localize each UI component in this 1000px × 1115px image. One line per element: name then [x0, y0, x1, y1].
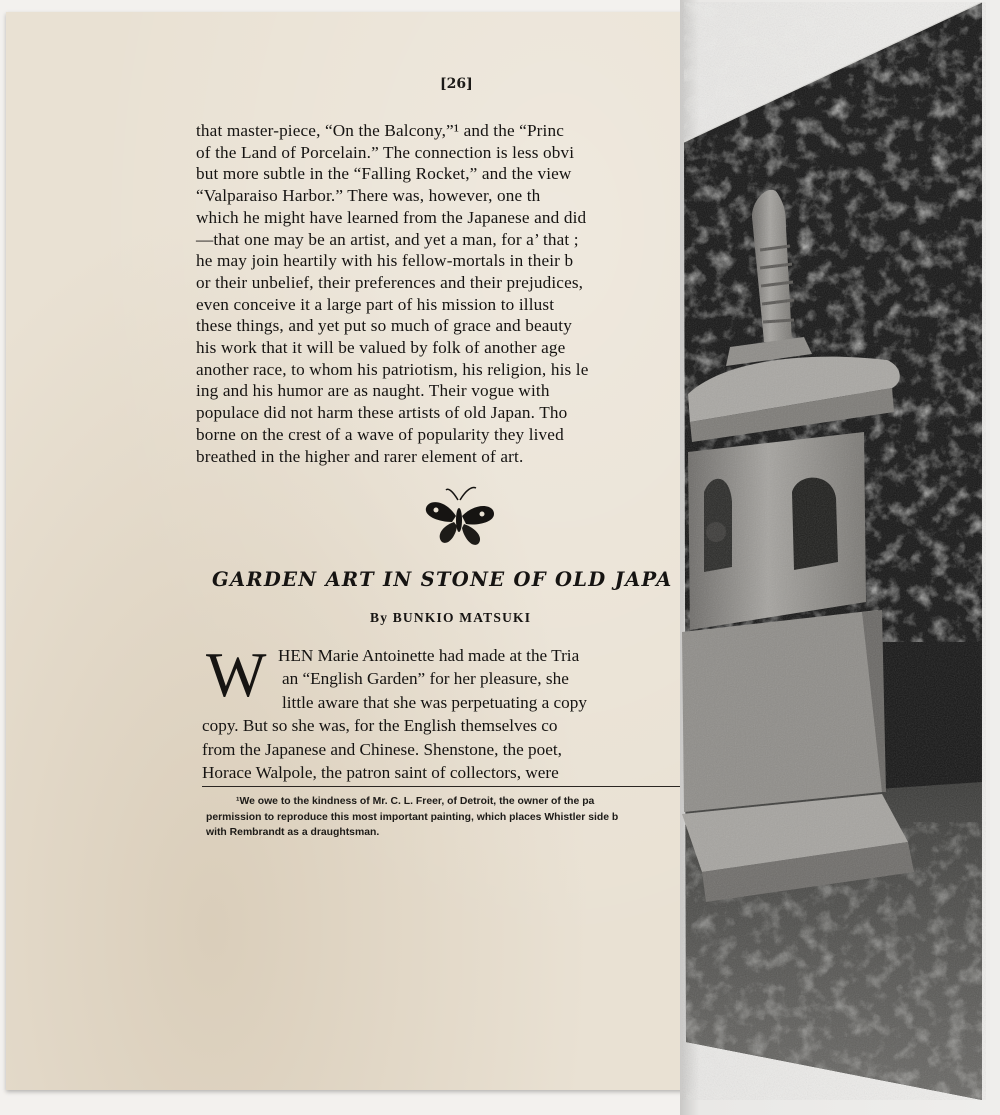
text-line: that master-piece, “On the Balcony,”¹ and the “Princ: [196, 121, 564, 140]
text-line: “Valparaiso Harbor.” There was, however, one th: [196, 186, 541, 206]
text-line: an “English Garden” for her pleasure, she: [282, 669, 569, 689]
article-byline: By BUNKIO MATSUKI: [370, 610, 532, 625]
article-body: [202, 639, 702, 784]
text-line: little aware that she was perpetuating a copy: [282, 692, 587, 712]
footnote: [206, 794, 686, 841]
drop-cap: W: [206, 639, 267, 710]
text-line: but more subtle in the “Falling Rocket,” and the view: [196, 164, 572, 184]
text-line: borne on the crest of a wave of popularity they lived: [196, 424, 564, 444]
text-line: HEN Marie Antoinette had made at the Tria: [278, 646, 580, 665]
text-line: which he might have learned from the Japanese and did: [196, 207, 587, 227]
text-line: copy. But so she was, for the English themselves co: [202, 716, 558, 736]
footnote-divider: [202, 786, 682, 787]
butterfly-ornament-icon: [422, 486, 498, 548]
text-line: of the Land of Porcelain.” The connection is less obvi: [196, 142, 575, 162]
text-line: his work that it will be valued by folk of another age: [196, 338, 566, 358]
text-line: these things, and yet put so much of grace and beauty: [196, 316, 572, 336]
text-line: —that one may be an artist, and yet a man, for a’ that ;: [196, 229, 579, 249]
text-line: he may join heartily with his fellow-mortals in their b: [196, 251, 574, 271]
upper-paragraph: [196, 120, 696, 467]
footnote-line: permission to reproduce this most important painting, which places Whistler side b: [206, 811, 619, 823]
article-title: GARDEN ART IN STONE OF OLD JAPA: [212, 568, 673, 591]
text-line: from the Japanese and Chinese. Shenstone, the poet,: [202, 739, 562, 759]
footnote-line: ¹We owe to the kindness of Mr. C. L. Freer, of Detroit, the owner of the pa: [236, 796, 595, 807]
text-line: breathed in the higher and rarer element of art.: [196, 446, 524, 466]
stone-lantern-photograph: [682, 2, 986, 1100]
text-line: ing and his humor are as naught. Their vogue with: [196, 381, 550, 401]
text-line: populace did not harm these artists of old Japan. Tho: [196, 403, 568, 423]
text-line: even conceive it a large part of his mission to illust: [196, 294, 555, 314]
text-line: or their unbelief, their preferences and their prejudices,: [196, 272, 584, 292]
footnote-line: with Rembrandt as a draughtsman.: [206, 827, 380, 838]
text-line: another race, to whom his patriotism, his religion, his le: [196, 359, 589, 379]
page-number: [26]: [440, 76, 473, 92]
text-line: Horace Walpole, the patron saint of collectors, were: [202, 763, 559, 783]
